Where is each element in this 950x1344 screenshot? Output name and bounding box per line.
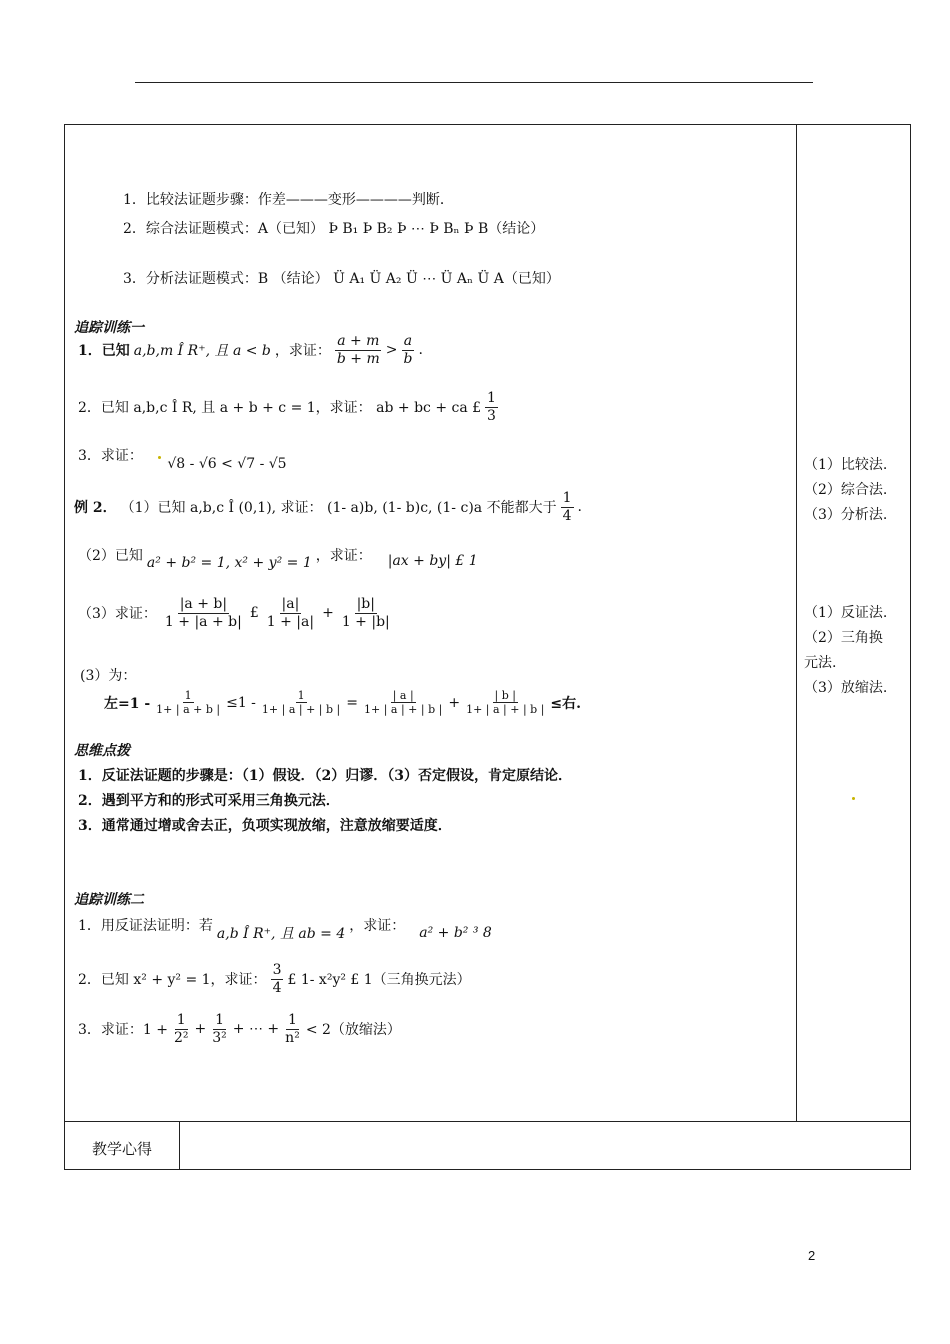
t2-item3-f2: $\frac{1}{\text{3²}}$ [212,1012,227,1046]
t2-item1-cond: a,b Î R⁺, 且 ab = 4 [216,926,346,942]
ex2-g2-pre: ≤1 - [226,694,256,711]
t1-item1-pre: 1．已知 [78,343,130,360]
summary-line-2: 2．综合法证题模式：A（已知） Þ B₁ Þ B₂ Þ ⋯ Þ Bₙ Þ B（结论） [123,221,545,237]
sidebar-item: （3）放缩法. [804,680,888,696]
t2-item2-pre: 2．已知 x² + y² = 1，求证： [78,972,267,989]
example2-part1: 例 2． （1）已知 a,b,c Î (0,1), 求证： (1- a)b, (1- b)c, (1- c)a 不能都大于 $\frac{1}{4}$ . [74,490,582,524]
thinking-line-2: 2．遇到平方和的形式可采用三角换元法． [78,793,340,809]
ex2-p3-derivation: 左=1 - $\frac{1}{1+ | a + b |}$ ≤1 - $\frac{1}{1+ | a | + | b |}$ = $\frac{| a |}{1+ | a | + | b |}$ + $\frac{| b |}{1+ | a | + | b |}$ ≤右. [104,689,582,717]
t1-item3-expr: √8 - √6 < √7 - √5 [167,456,287,472]
t2-item3-f1: $\frac{1}{\text{2²}}$ [174,1012,189,1046]
ex2-g2: $\frac{1}{1+ | a | + | b |}$ [261,689,341,717]
ex2-p2-cond: a² + b² = 1, x² + y² = 1 [146,555,312,571]
sidebar-item: （1）反证法. [804,605,888,621]
t2-item1-pre: 1．用反证法证明：若 [78,918,213,934]
thinking-line-3: 3．通常通过增或舍去正，负项实现放缩，注意放缩要适度． [78,818,452,834]
ex2-left: 左=1 - [104,695,151,712]
t1-item1-mid: ，求证： [274,343,331,360]
sidebar-group-2 [804,601,887,701]
t2-item3-rest: < 2（放缩法） [305,1022,401,1039]
ex2-p3-f1: $\frac{|a + b|}{1 + |a + b|}$ [164,596,242,630]
page-number: 2 [808,1248,816,1263]
summary-line-3: 3．分析法证题模式：B （结论） Ü A₁ Ü A₂ Ü ⋯ Ü Aₙ Ü A（已知） [123,271,560,287]
t2-item3-f3: $\frac{1}{\text{n²}}$ [285,1012,300,1046]
ex2-p3-pre: （3）求证： [78,606,157,623]
ex2-g1: $\frac{1}{1+ | a + b |}$ [156,689,221,717]
sidebar-item: （2）综合法. [804,482,888,498]
ex2-p3-note: (3）为： [80,668,137,684]
ex2-g3: $\frac{| a |}{1+ | a | + | b |}$ [364,689,443,717]
training1-item2 [78,390,498,425]
ex2-p1-text: （1）已知 a,b,c Î (0,1), 求证： (1- a)b, (1- b)c, (1- c)a 不能都大于 [120,500,557,517]
training2-item2 [78,962,471,997]
example2-part3: （3）求证： $\frac{|a + b|}{1 + |a + b|}$ £ $\frac{|a|}{1 + |a|}$ + $\frac{|b|}{1 + |b|}$ [78,596,390,630]
header-rule [135,82,813,83]
column-divider [796,124,797,1121]
row-divider [64,1121,911,1122]
training2-item3: 3．求证：1 + $\frac{1}{\text{2²}}$ + $\frac{1}{\text{3²}}$ + ⋯ + $\frac{1}{\text{n²}}$ < 2（放缩法） [78,1012,401,1046]
training1-item3 [78,445,287,472]
sidebar-item: （1）比较法. [804,457,888,473]
ex2-g4: $\frac{| b |}{1+ | a | + | b |}$ [466,689,545,717]
footer-label: 教学心得 [92,1140,153,1158]
t1-item2-frac: $\frac{1}{3}$ [487,390,496,424]
sidebar-item: 元法. [804,655,837,671]
ex2-right: ≤右. [550,695,582,712]
summary-line-1: 1．比较法证题步骤：作差———变形————判断． [123,192,454,208]
t2-item2-frac: $\frac{3}{4}$ [272,962,282,996]
t1-item1-vars: a,b,m Î R⁺, 且 a < b [133,343,271,360]
yellow-dot [852,797,855,800]
ex2-p2-goal: |ax + by| £ 1 [387,553,478,569]
t2-item1-goal: a² + b² ³ 8 [419,925,492,941]
t2-item3-pre: 3．求证：1 + [78,1022,168,1039]
ex2-label: 例 2． [74,500,117,517]
ex2-p1-frac: $\frac{1}{4}$ [562,490,572,524]
yellow-dot [158,456,161,459]
ex2-p2-pre: （2）已知 [78,548,143,564]
thinking-heading: 思维点拨 [74,743,130,759]
example2-part2 [78,545,478,571]
t2-item1-mid: ，求证： [349,918,406,934]
footer-divider [179,1121,180,1170]
training2-heading: 追踪训练二 [74,892,144,908]
t1-item1-frac: $\frac{a + m}{b + m}$ [336,333,380,367]
sidebar-item: （2）三角换 [804,630,883,646]
training1-heading: 追踪训练一 [74,320,144,336]
t2-item3-mid: + ⋯ + [232,1021,280,1038]
t1-item1-rhs: $\frac{a}{b}$ [403,333,413,367]
training2-item1 [78,915,492,942]
ex2-p3-f3: $\frac{|b|}{1 + |b|}$ [341,596,390,630]
thinking-line-1: 1．反证法证题的步骤是：（1）假设．（2）归谬．（3）否定假设，肯定原结论． [78,768,572,784]
ex2-p3-f2: $\frac{|a|}{1 + |a|}$ [266,596,315,630]
ex2-p2-mid: ，求证： [315,548,372,564]
sidebar-item: （3）分析法. [804,507,888,523]
t1-item2-text: 2．已知 a,b,c Î R, 且 a + b + c = 1，求证： ab + bc + ca £ [78,400,482,417]
t2-item2-rest: £ 1- x²y² £ 1（三角换元法） [287,972,471,989]
t1-item3-pre: 3．求证： [78,448,143,464]
sidebar-group-1 [804,453,887,528]
training1-item1: 1．已知 a,b,m Î R⁺, 且 a < b ，求证： $\frac{a + m}{b + m}$ > $\frac{a}{b}$ . [78,333,423,367]
